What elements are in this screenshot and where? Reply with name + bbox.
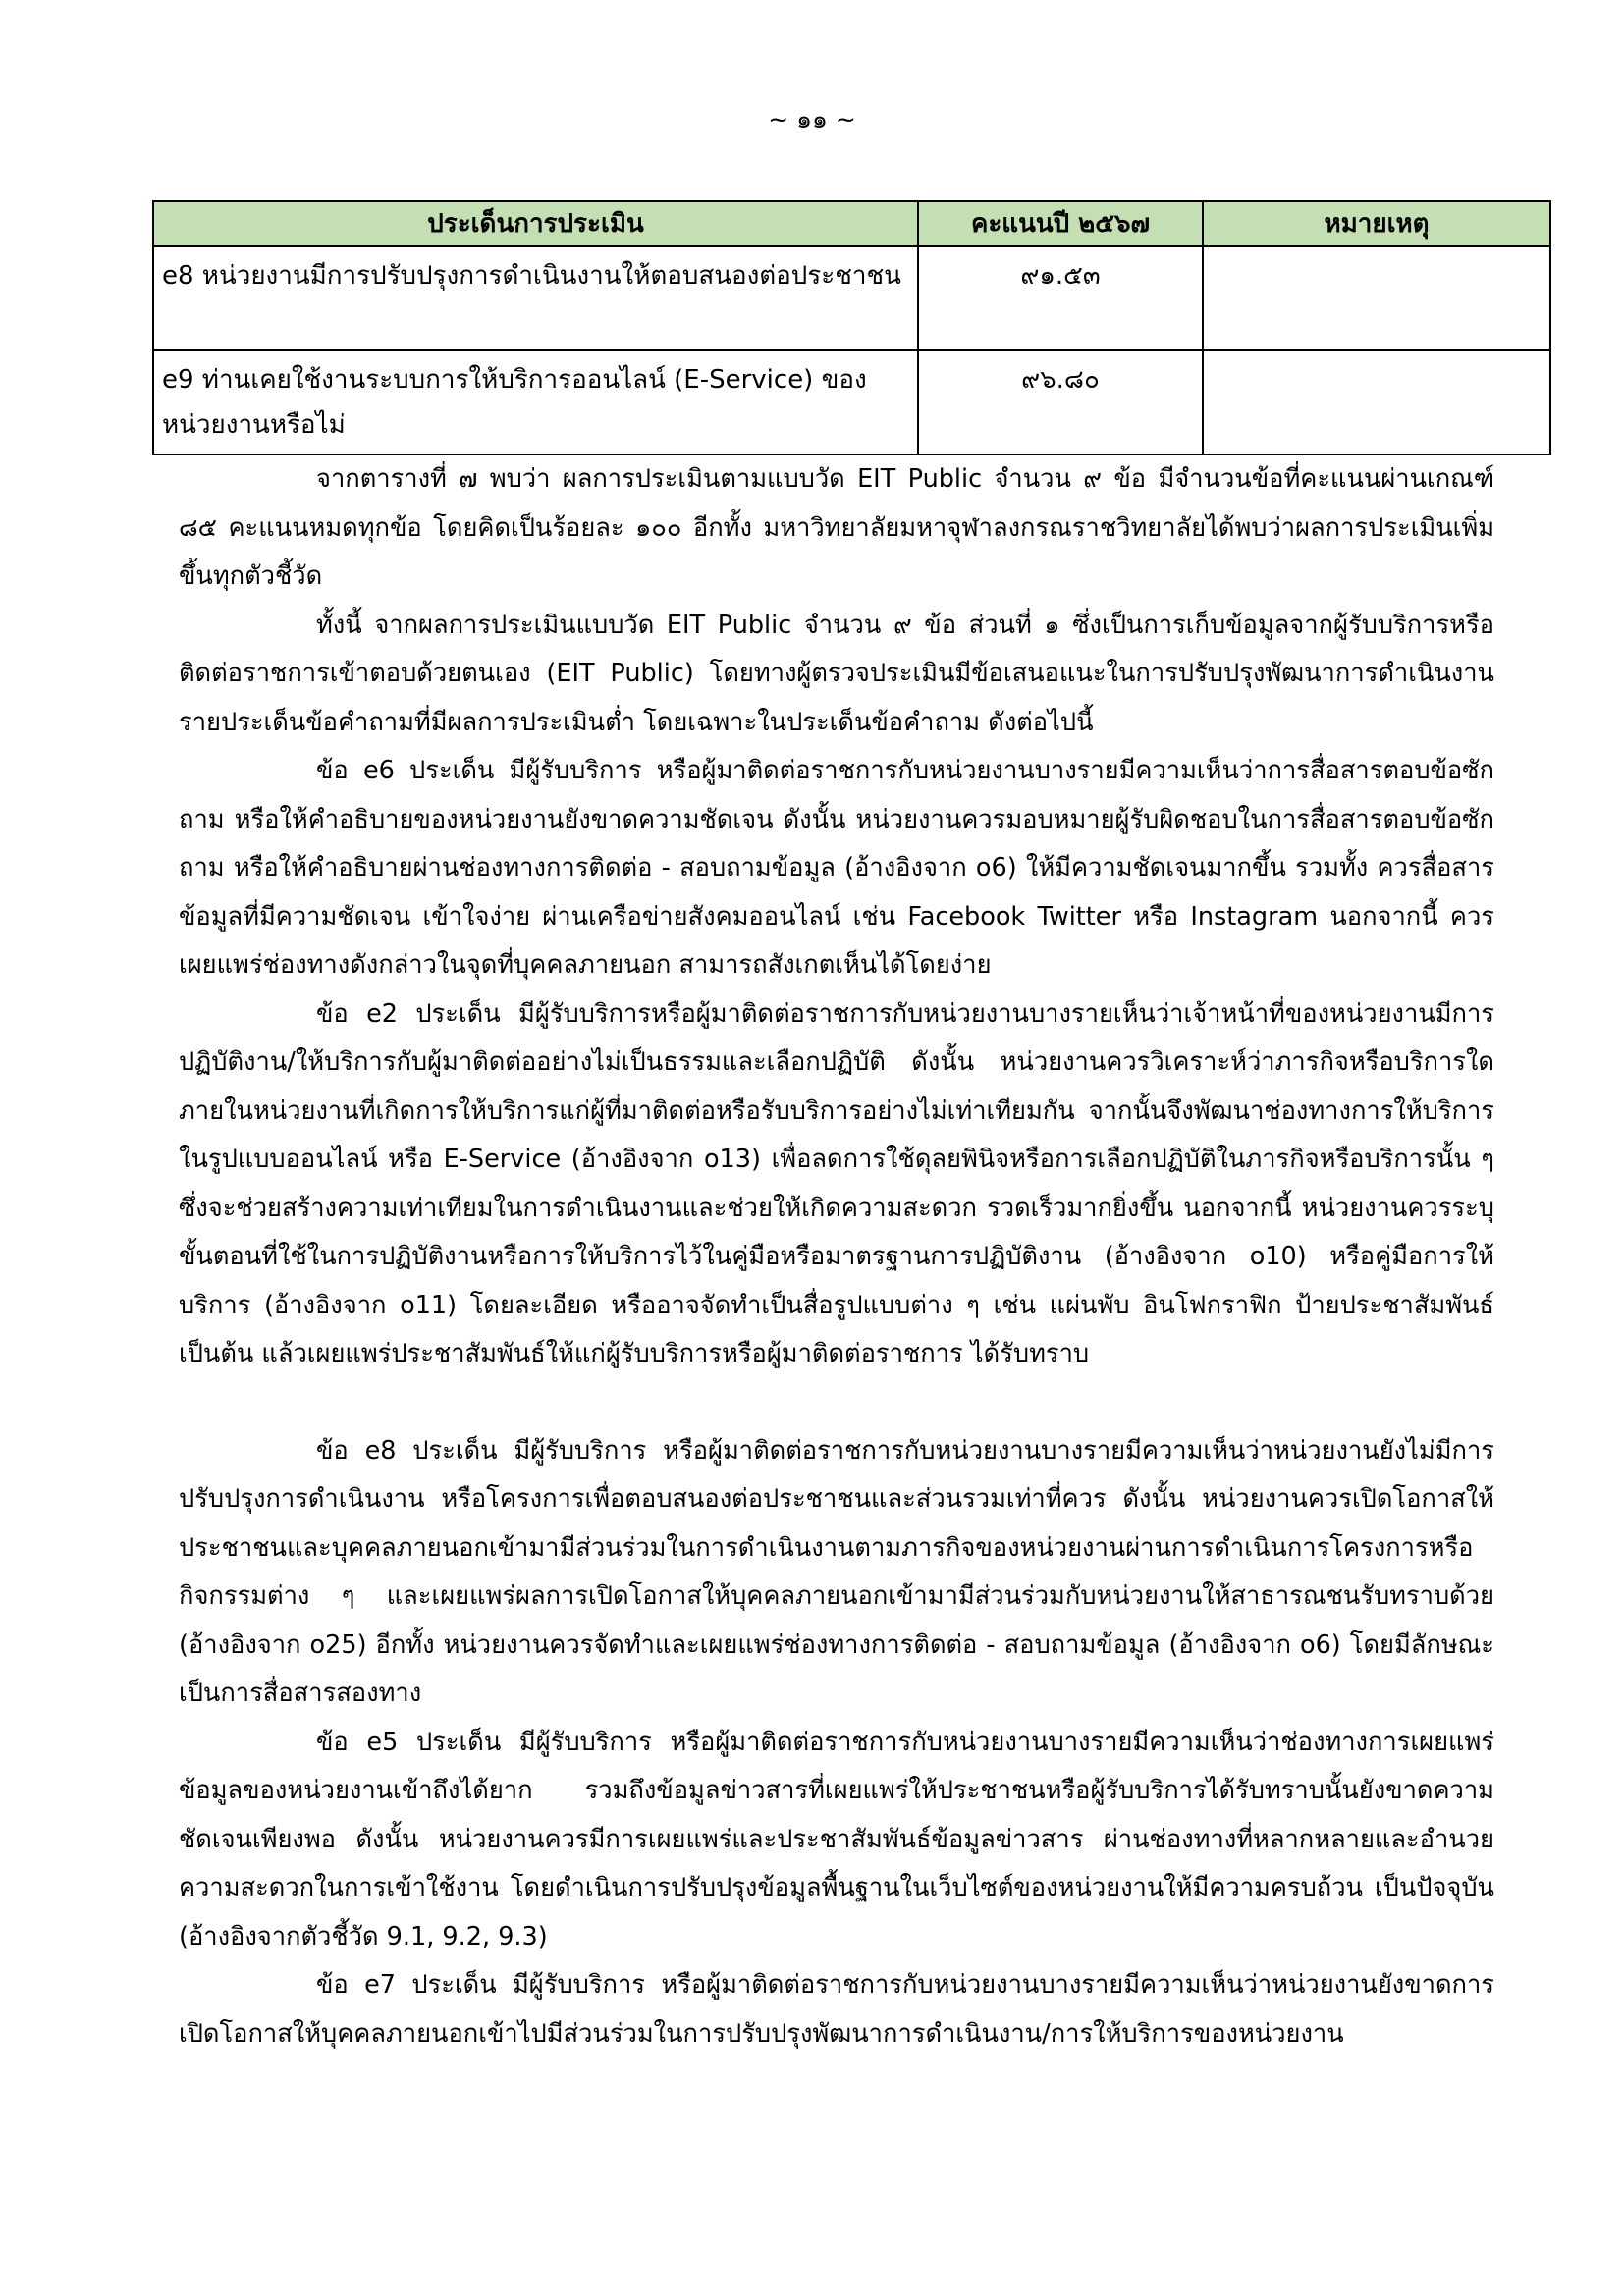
row-topic: e9 ท่านเคยใช้งานระบบการให้บริการออนไลน์ (E-Service) ของหน่วยงานหรือไม่ xyxy=(153,350,918,454)
header-score: คะแนนปี ๒๕๖๗ xyxy=(918,201,1203,246)
evaluation-table xyxy=(152,200,1551,455)
table-header-row xyxy=(153,201,1550,246)
row-note xyxy=(1203,246,1550,350)
row-note xyxy=(1203,350,1550,454)
paragraph-summary: จากตารางที่ ๗ พบว่า ผลการประเมินตามแบบวัด EIT Public จำนวน ๙ ข้อ มีจำนวนข้อที่คะแนนผ่านเกณฑ์ ๘๕ คะแนนหมดทุกข้อ โดยคิดเป็นร้อยละ ๑๐๐ อีกทั้ง มหาวิทยาลัยมหาจุฬาลงกรณราชวิทยาลัยได้พบว่าผลการประเมินเพิ่มขึ้นทุกตัวชี้วัด xyxy=(179,464,1494,591)
paragraph-e5: ข้อ e5 ประเด็น มีผู้รับบริการ หรือผู้มาติดต่อราชการกับหน่วยงานบางรายมีความเห็นว่าช่องทางการเผยแพร่ข้อมูลของหน่วยงานเข้าถึงได้ยาก รวมถึงข้อมูลข่าวสารที่เผยแพร่ให้ประชาชนหรือผู้รับบริการได้รับทราบนั้นยังขาดความชัดเจนเพียงพอ ดังนั้น หน่วยงานควรมีการเผยแพร่และประชาสัมพันธ์ข้อมูลข่าวสาร ผ่านช่องทางที่หลากหลายและอำนวยความสะดวกในการเข้าใช้งาน โดยดำเนินการปรับปรุงข้อมูลพื้นฐานในเว็บไซต์ของหน่วยงานให้มีความครบถ้วน เป็นปัจจุบัน (อ้างอิงจากตัวชี้วัด 9.1, 9.2, 9.3) xyxy=(179,1727,1494,1951)
row-topic: e8 หน่วยงานมีการปรับปรุงการดำเนินงานให้ตอบสนองต่อประชาชน xyxy=(153,246,918,350)
paragraph-e2: ข้อ e2 ประเด็น มีผู้รับบริการหรือผู้มาติดต่อราชการกับหน่วยงานบางรายเห็นว่าเจ้าหน้าที่ของหน่วยงานมีการปฏิบัติงาน/ให้บริการกับผู้มาติดต่ออย่างไม่เป็นธรรมและเลือกปฏิบัติ ดังนั้น หน่วยงานควรวิเคราะห์ว่าภารกิจหรือบริการใดภายในหน่วยงานที่เกิดการให้บริการแก่ผู้ที่มาติดต่อหรือรับบริการอย่างไม่เท่าเทียมกัน จากนั้นจึงพัฒนาช่องทางการให้บริการในรูปแบบออนไลน์ หรือ E-Service (อ้างอิงจาก o13) เพื่อลดการใช้ดุลยพินิจหรือการเลือกปฏิบัติในภารกิจหรือบริการนั้น ๆ ซึ่งจะช่วยสร้างความเท่าเทียมในการดำเนินงานและช่วยให้เกิดความสะดวก รวดเร็วมากยิ่งขึ้น นอกจากนี้ หน่วยงานควรระบุขั้นตอนที่ใช้ในการปฏิบัติงานหรือการให้บริการไว้ในคู่มือหรือมาตรฐานการปฏิบัติงาน (อ้างอิงจาก o10) หรือคู่มือการให้บริการ (อ้างอิงจาก o11) โดยละเอียด หรืออาจจัดทำเป็นสื่อรูปแบบต่าง ๆ เช่น แผ่นพับ อินโฟกราฟิก ป้ายประชาสัมพันธ์ เป็นต้น แล้วเผยแพร่ประชาสัมพันธ์ให้แก่ผู้รับบริการหรือผู้มาติดต่อราชการ ได้รับทราบ xyxy=(179,998,1494,1368)
header-note: หมายเหตุ xyxy=(1203,201,1550,246)
paragraph-e7: ข้อ e7 ประเด็น มีผู้รับบริการ หรือผู้มาติดต่อราชการกับหน่วยงานบางรายมีความเห็นว่าหน่วยงานยังขาดการเปิดโอกาสให้บุคคลภายนอกเข้าไปมีส่วนร่วมในการปรับปรุงพัฒนาการดำเนินงาน/การให้บริการของหน่วยงาน xyxy=(179,1970,1494,2049)
body-text xyxy=(179,455,1494,2058)
page-number: ~ ๑๑ ~ xyxy=(768,105,856,133)
row-score: ๙๑.๕๓ xyxy=(918,246,1203,350)
paragraph-intro: ทั้งนี้ จากผลการประเมินแบบวัด EIT Public จำนวน ๙ ข้อ ส่วนที่ ๑ ซึ่งเป็นการเก็บข้อมูลจากผู้รับบริการหรือติดต่อราชการเข้าตอบด้วยตนเอง (EIT Public) โดยทางผู้ตรวจประเมินมีข้อเสนอแนะในการปรับปรุงพัฒนาการดำเนินงานรายประเด็นข้อคำถามที่มีผลการประเมินต่ำ โดยเฉพาะในประเด็นข้อคำถาม ดังต่อไปนี้ xyxy=(179,610,1494,737)
paragraph-e6: ข้อ e6 ประเด็น มีผู้รับบริการ หรือผู้มาติดต่อราชการกับหน่วยงานบางรายมีความเห็นว่าการสื่อสารตอบข้อซักถาม หรือให้คำอธิบายของหน่วยงานยังขาดความชัดเจน ดังนั้น หน่วยงานควรมอบหมายผู้รับผิดชอบในการสื่อสารตอบข้อซักถาม หรือให้คำอธิบายผ่านช่องทางการติดต่อ - สอบถามข้อมูล (อ้างอิงจาก o6) ให้มีความชัดเจนมากขึ้น รวมทั้ง ควรสื่อสารข้อมูลที่มีความชัดเจน เข้าใจง่าย ผ่านเครือข่ายสังคมออนไลน์ เช่น Facebook Twitter หรือ Instagram นอกจากนี้ ควรเผยแพร่ช่องทางดังกล่าวในจุดที่บุคคลภายนอก สามารถสังเกตเห็นได้โดยง่าย xyxy=(179,756,1494,980)
paragraph-e8: ข้อ e8 ประเด็น มีผู้รับบริการ หรือผู้มาติดต่อราชการกับหน่วยงานบางรายมีความเห็นว่าหน่วยงานยังไม่มีการปรับปรุงการดำเนินงาน หรือโครงการเพื่อตอบสนองต่อประชาชนและส่วนรวมเท่าที่ควร ดังนั้น หน่วยงานควรเปิดโอกาสให้ประชาชนและบุคคลภายนอกเข้ามามีส่วนร่วมในการดำเนินงานตามภารกิจของหน่วยงานผ่านการดำเนินการโครงการหรือกิจกรรมต่าง ๆ และเผยแพร่ผลการเปิดโอกาสให้บุคคลภายนอกเข้ามามีส่วนร่วมกับหน่วยงานให้สาธารณชนรับทราบด้วย (อ้างอิงจาก o25) อีกทั้ง หน่วยงานควรจัดทำและเผยแพร่ช่องทางการติดต่อ - สอบถามข้อมูล (อ้างอิงจาก o6) โดยมีลักษณะเป็นการสื่อสารสองทาง xyxy=(179,1435,1494,1708)
header-topic: ประเด็นการประเมิน xyxy=(153,201,918,246)
table-row xyxy=(153,246,1550,350)
table-row xyxy=(153,350,1550,454)
row-score: ๙๖.๘๐ xyxy=(918,350,1203,454)
